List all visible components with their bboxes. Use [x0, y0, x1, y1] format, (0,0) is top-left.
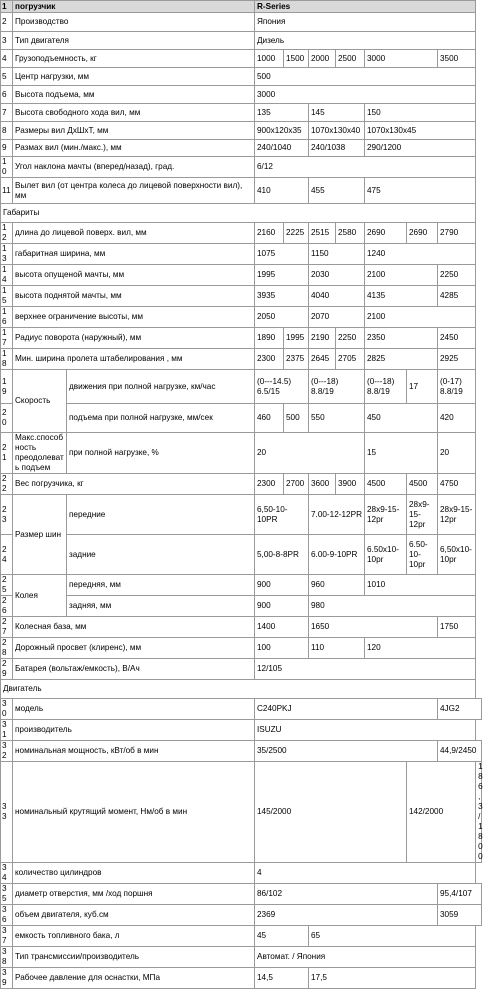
row-label: Производство — [13, 13, 255, 32]
table-row — [1, 68, 482, 86]
row-number: 37 — [1, 926, 13, 947]
table-row — [1, 50, 482, 68]
table-header — [1, 1, 482, 13]
cell: 6.50x10-10pr — [365, 535, 407, 575]
table-row — [1, 617, 482, 638]
cell: 2250 — [336, 328, 365, 349]
section-title-gabarity: Габариты — [1, 204, 476, 223]
table-row — [1, 596, 482, 617]
cell: 2825 — [365, 349, 438, 370]
cell: 4285 — [438, 286, 476, 307]
cell: 2790 — [438, 223, 476, 244]
row-label: модель — [13, 699, 255, 720]
table-row — [1, 140, 482, 157]
row-label: габаритная ширина, мм — [13, 244, 255, 265]
cell: C240PKJ — [255, 699, 438, 720]
row-number: 6 — [1, 86, 13, 104]
row-label: Мин. ширина пролета штабелирования , мм — [13, 349, 255, 370]
cell: 3000 — [255, 86, 476, 104]
cell: 4 — [255, 863, 476, 884]
group-label-speed: Скорость — [13, 370, 67, 433]
cell: 3600 — [309, 474, 336, 495]
cell: 100 — [255, 638, 309, 659]
cell: 65 — [309, 926, 476, 947]
row-number: 36 — [1, 905, 13, 926]
table-row — [1, 659, 482, 680]
table-row — [1, 349, 482, 370]
cell: 2000 — [309, 50, 336, 68]
cell: 2700 — [284, 474, 309, 495]
cell: 3000 — [365, 50, 438, 68]
cell: 1075 — [255, 244, 309, 265]
row-number: 32 — [1, 741, 13, 762]
row-number: 24 — [1, 535, 13, 575]
row-label: Рабочее давление для оснастки, МПа — [13, 968, 255, 989]
row-number: 11 — [1, 178, 13, 204]
cell: 7.00-12-12PR — [309, 495, 365, 535]
cell: 4135 — [365, 286, 438, 307]
cell: ISUZU — [255, 720, 476, 741]
table-row — [1, 474, 482, 495]
row-number: 35 — [1, 884, 13, 905]
row-number: 34 — [1, 863, 13, 884]
cell: 1070x130x45 — [365, 122, 476, 140]
row-label: Размах вил (мин./макс.), мм — [13, 140, 255, 157]
row-label: Грузоподъемность, кг — [13, 50, 255, 68]
row-label: Угол наклона мачты (вперед/назад), град. — [13, 157, 255, 178]
cell: 145/2000 — [255, 762, 407, 863]
row-number: 2 — [1, 13, 13, 32]
cell: (0---18) 8.8/19 — [309, 370, 365, 404]
cell: 4500 — [365, 474, 407, 495]
row-label: Батарея (вольтаж/емкость), В/Ач — [13, 659, 255, 680]
section-title-engine: Двигатель — [1, 680, 476, 699]
table-row — [1, 762, 482, 863]
cell: 4750 — [438, 474, 476, 495]
table-row — [1, 328, 482, 349]
cell: 1750 — [438, 617, 476, 638]
cell: 500 — [284, 404, 309, 433]
cell: 1890 — [255, 328, 284, 349]
column-header-series: R-Series — [255, 1, 476, 13]
cell: 35/2500 — [255, 741, 438, 762]
cell: (0-17) 8.8/19 — [438, 370, 476, 404]
cell: 2350 — [365, 328, 438, 349]
cell: 1240 — [365, 244, 476, 265]
table-row — [1, 495, 482, 535]
table-row — [1, 699, 482, 720]
cell: 500 — [255, 68, 476, 86]
cell: 1010 — [365, 575, 476, 596]
row-number: 29 — [1, 659, 13, 680]
table-row — [1, 157, 482, 178]
row-label: Тип трансмиссии/производитель — [13, 947, 255, 968]
cell: 6,50-10-10PR — [255, 495, 309, 535]
cell: 550 — [309, 404, 365, 433]
table-row — [1, 905, 482, 926]
cell: 420 — [438, 404, 476, 433]
row-number: 15 — [1, 286, 13, 307]
cell: 28x9-15-12pr — [438, 495, 476, 535]
row-number: 18 — [1, 349, 13, 370]
cell: 410 — [255, 178, 309, 204]
row-number: 7 — [1, 104, 13, 122]
cell: 2690 — [365, 223, 407, 244]
row-number: 5 — [1, 68, 13, 86]
row-label: Высота свободного хода вил, мм — [13, 104, 255, 122]
cell: 5,00-8-8PR — [255, 535, 309, 575]
cell: 135 — [255, 104, 309, 122]
cell: 6,50x10-10pr — [438, 535, 476, 575]
cell: (0---14.5) 6.5/15 — [255, 370, 309, 404]
table-row — [1, 178, 482, 204]
table-row — [1, 13, 482, 32]
cell: 20 — [255, 433, 365, 474]
cell: 3500 — [438, 50, 476, 68]
row-label: номинальная мощность, кВт/об в мин — [13, 741, 255, 762]
table-row — [1, 947, 482, 968]
cell: 1995 — [255, 265, 309, 286]
cell: 3935 — [255, 286, 309, 307]
row-number: 17 — [1, 328, 13, 349]
table-row — [1, 433, 482, 474]
row-label: диаметр отверстия, мм /ход поршня — [13, 884, 255, 905]
cell: 110 — [309, 638, 365, 659]
row-number: 3 — [1, 32, 13, 50]
cell: 28x9-15-12pr — [365, 495, 407, 535]
cell: 2050 — [255, 307, 309, 328]
column-header-label: погрузчик — [13, 1, 255, 13]
row-number: 20 — [1, 404, 13, 433]
cell: 1400 — [255, 617, 309, 638]
cell: 900 — [255, 596, 309, 617]
cell: 2450 — [438, 328, 476, 349]
row-label: Размеры вил ДxШxТ, мм — [13, 122, 255, 140]
cell: 2225 — [284, 223, 309, 244]
row-number: 12 — [1, 223, 13, 244]
cell: 28x9-15-12pr — [407, 495, 438, 535]
row-label: передняя, мм — [67, 575, 255, 596]
cell: 86/102 — [255, 884, 438, 905]
row-number: 8 — [1, 122, 13, 140]
row-number: 28 — [1, 638, 13, 659]
group-label-track: Колея — [13, 575, 67, 617]
cell: Дизель — [255, 32, 476, 50]
row-label: высота поднятой мачты, мм — [13, 286, 255, 307]
row-label: Высота подъема, мм — [13, 86, 255, 104]
cell: 95,4/107 — [438, 884, 482, 905]
table-row — [1, 104, 482, 122]
row-label: Макс.способность преодолевать подъем — [13, 433, 67, 474]
row-number: 21 — [1, 433, 13, 474]
row-number: 4 — [1, 50, 13, 68]
table-row — [1, 223, 482, 244]
cell: 3059 — [438, 905, 482, 926]
cell: 4500 — [407, 474, 438, 495]
cell: 2300 — [255, 349, 284, 370]
cell: 475 — [365, 178, 476, 204]
cell: 2690 — [407, 223, 438, 244]
cell: 2300 — [255, 474, 284, 495]
cell: 3900 — [336, 474, 365, 495]
cell: 150 — [365, 104, 476, 122]
row-number: 19 — [1, 370, 13, 404]
cell: (0---18) 8.8/19 — [365, 370, 407, 404]
table-row — [1, 370, 482, 404]
table-row — [1, 863, 482, 884]
cell: 1070x130x40 — [309, 122, 365, 140]
cell: 960 — [309, 575, 365, 596]
row-label: Колесная база, мм — [13, 617, 255, 638]
table-row — [1, 575, 482, 596]
row-label: Вылет вил (от центра колеса до лицевой поверхности вил), мм — [13, 178, 255, 204]
row-number: 39 — [1, 968, 13, 989]
cell: 2369 — [255, 905, 438, 926]
cell: 1995 — [284, 328, 309, 349]
row-label: Тип двигателя — [13, 32, 255, 50]
cell: 6.00-9-10PR — [309, 535, 365, 575]
row-label: задняя, мм — [67, 596, 255, 617]
row-number: 22 — [1, 474, 13, 495]
cell: 44,9/2450 — [438, 741, 482, 762]
row-label: производитель — [13, 720, 255, 741]
table-row — [1, 741, 482, 762]
cell: 2160 — [255, 223, 284, 244]
cell: 2580 — [336, 223, 365, 244]
row-number: 10 — [1, 157, 13, 178]
cell: 1000 — [255, 50, 284, 68]
row-label: Дорожный просвет (клиренс), мм — [13, 638, 255, 659]
row-label: Радиус поворота (наружный), мм — [13, 328, 255, 349]
cell: 240/1040 — [255, 140, 309, 157]
cell: 900 — [255, 575, 309, 596]
row-number: 38 — [1, 947, 13, 968]
cell: 186,3/1800 — [476, 762, 482, 863]
cell: 45 — [255, 926, 309, 947]
cell: 17 — [407, 370, 438, 404]
row-number: 1 — [1, 1, 13, 13]
cell: 4JG2 — [438, 699, 482, 720]
cell: 2070 — [309, 307, 365, 328]
table-row — [1, 968, 482, 989]
row-label: подъема при полной нагрузке, мм/сек — [67, 404, 255, 433]
row-number: 27 — [1, 617, 13, 638]
row-number: 16 — [1, 307, 13, 328]
cell: 460 — [255, 404, 284, 433]
cell: 2375 — [284, 349, 309, 370]
cell: 2190 — [309, 328, 336, 349]
table-row — [1, 638, 482, 659]
row-label: задние — [67, 535, 255, 575]
row-sublabel: при полной нагрузке, % — [67, 433, 255, 474]
row-label: емкость топливного бака, л — [13, 926, 255, 947]
cell: 2645 — [309, 349, 336, 370]
table-row — [1, 307, 482, 328]
row-number: 31 — [1, 720, 13, 741]
cell: 2030 — [309, 265, 365, 286]
cell: 1650 — [309, 617, 438, 638]
row-number: 23 — [1, 495, 13, 535]
cell: 17,5 — [309, 968, 476, 989]
row-label: Вес погрузчика, кг — [13, 474, 255, 495]
table-row — [1, 32, 482, 50]
cell: 2500 — [336, 50, 365, 68]
row-label: высота опущеной мачты, мм — [13, 265, 255, 286]
table-row — [1, 244, 482, 265]
row-label: объем двигателя, куб.см — [13, 905, 255, 926]
row-number: 33 — [1, 762, 13, 863]
cell: 6/12 — [255, 157, 476, 178]
table-row — [1, 122, 482, 140]
cell: 1150 — [309, 244, 365, 265]
row-number: 13 — [1, 244, 13, 265]
cell: 2925 — [438, 349, 476, 370]
row-label: длина до лицевой поверх. вил, мм — [13, 223, 255, 244]
cell: 2100 — [365, 307, 476, 328]
section-row — [1, 680, 482, 699]
row-number: 25 — [1, 575, 13, 596]
cell: 6.50-10-10pr — [407, 535, 438, 575]
row-label: количество цилиндров — [13, 863, 255, 884]
group-label-tires: Размер шин — [13, 495, 67, 575]
cell: 2705 — [336, 349, 365, 370]
row-label: движения при полной нагрузке, км/час — [67, 370, 255, 404]
cell: 450 — [365, 404, 438, 433]
row-label: верхнее ограничение высоты, мм — [13, 307, 255, 328]
table-row — [1, 404, 482, 433]
cell: Автомат. / Япония — [255, 947, 476, 968]
table-row — [1, 720, 482, 741]
cell: 15 — [365, 433, 438, 474]
table-row — [1, 265, 482, 286]
cell: 290/1200 — [365, 140, 476, 157]
cell: 980 — [309, 596, 476, 617]
cell: 240/1038 — [309, 140, 365, 157]
cell: 145 — [309, 104, 365, 122]
row-label: Центр нагрузки, мм — [13, 68, 255, 86]
cell: 14,5 — [255, 968, 309, 989]
row-number: 30 — [1, 699, 13, 720]
cell: Япония — [255, 13, 476, 32]
section-row — [1, 204, 482, 223]
table-row — [1, 286, 482, 307]
table-row — [1, 86, 482, 104]
table-row — [1, 535, 482, 575]
cell: 142/2000 — [407, 762, 476, 863]
cell: 900x120x35 — [255, 122, 309, 140]
cell: 2250 — [438, 265, 476, 286]
row-label: передние — [67, 495, 255, 535]
cell: 120 — [365, 638, 476, 659]
row-number: 9 — [1, 140, 13, 157]
cell: 2515 — [309, 223, 336, 244]
cell: 4040 — [309, 286, 365, 307]
cell: 2100 — [365, 265, 438, 286]
cell: 12/105 — [255, 659, 476, 680]
cell: 455 — [309, 178, 365, 204]
row-number: 26 — [1, 596, 13, 617]
table-row — [1, 926, 482, 947]
cell: 1500 — [284, 50, 309, 68]
cell: 20 — [438, 433, 476, 474]
row-label: номинальный крутящий момент, Нм/об в мин — [13, 762, 255, 863]
table-row — [1, 884, 482, 905]
row-number: 14 — [1, 265, 13, 286]
